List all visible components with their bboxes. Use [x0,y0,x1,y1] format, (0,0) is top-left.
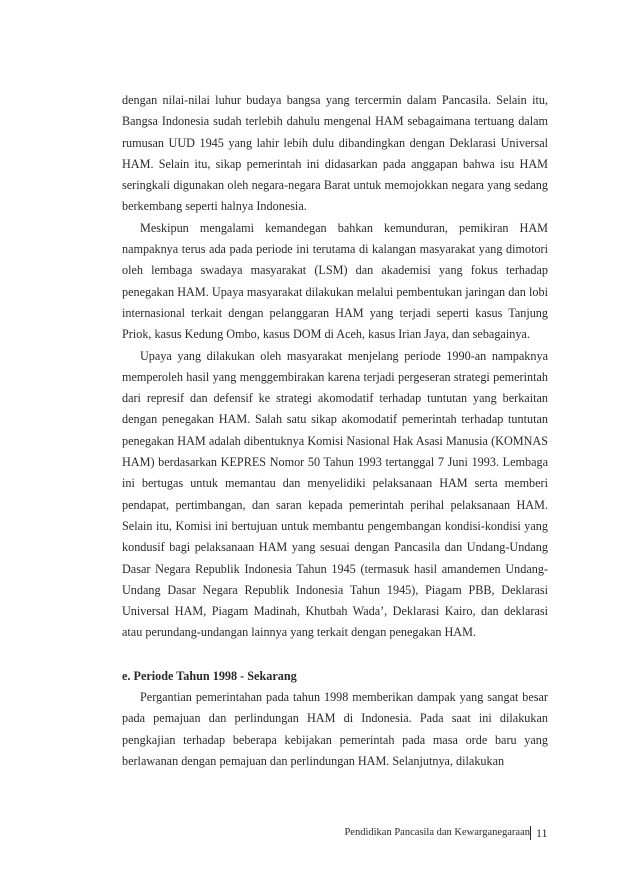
body-text [122,90,548,772]
section-spacer [122,644,548,666]
section-heading: e. Periode Tahun 1998 - Sekarang [122,668,297,683]
page-footer [0,823,638,843]
footer-divider [530,826,531,840]
page-number: 11 [536,826,548,840]
footer-book-title: Pendidikan Pancasila dan Kewarganegaraan [344,827,530,838]
paragraph-lsm: Meskipun mengalami kemandegan bahkan kemunduran, pemikiran HAM nampaknya terus ada pada periode ini terutama di kalangan masyarakat yang dimotori oleh lembaga swadaya masyarakat (LSM) dan akademisi yang fokus terhadap penegakan HAM. Upaya masyarakat dilakukan melalui pembentukan jaringan dan lobi internasional terkait dengan pelanggaran HAM yang terjadi seperti kasus Tanjung Priok, kasus Kedung Ombo, kasus DOM di Aceh, kasus Irian Jaya, dan sebagainya. [122,220,548,342]
paragraph-komnas-ham: Upaya yang dilakukan oleh masyarakat menjelang periode 1990-an nampaknya memperoleh hasil yang menggembirakan karena terjadi pergeseran strategi pemerintah dari represif dan defensif ke strategi akomodatif terhadap tuntutan yang berkaitan dengan penegakan HAM. Salah satu sikap akomodatif pemerintah terhadap tuntutan penegakan HAM adalah dibentuknya Komisi Nasional Hak Asasi Manusia (KOMNAS HAM) berdasarkan KEPRES Nomor 50 Tahun 1993 tertanggal 7 Juni 1993. Lembaga ini bertugas untuk memantau dan menyelidiki pelaksanaan HAM serta memberi pendapat, pertimbangan, dan saran kepada pemerintah perihal pelaksanaan HAM. Selain itu, Komisi ini bertujuan untuk membantu pengembangan kondisi-kondisi yang kondusif bagi pelaksanaan HAM yang sesuai dengan Pancasila dan Undang-Undang Dasar Negara Republik Indonesia Tahun 1945 (termasuk hasil amandemen Undang-Undang Dasar Negara Republik Indonesia Tahun 1945), Piagam PBB, Deklarasi Universal HAM, Piagam Madinah, Khutbah Wada’, Deklarasi Kairo, dan deklarasi atau perundang-undangan lainnya yang terkait dengan penegakan HAM. [122,348,548,640]
paragraph-continuation: dengan nilai-nilai luhur budaya bangsa yang tercermin dalam Pancasila. Selain itu, Bangsa Indonesia sudah terlebih dahulu mengenal HAM sebagaimana tertuang dalam rumusan UUD 1945 yang lahir lebih dulu dibandingkan dengan Deklarasi Universal HAM. Selain itu, sikap pemerintah ini didasarkan pada anggapan bahwa isu HAM seringkali digunakan oleh negara-negara Barat untuk memojokkan negara yang sedang berkembang seperti halnya Indonesia. [122,93,548,214]
paragraph-reformasi: Pergantian pemerintahan pada tahun 1998 memberikan dampak yang sangat besar pada pemajuan dan perlindungan HAM di Indonesia. Pada saat ini dilakukan pengkajian terhadap beberapa kebijakan pemerintah pada masa orde baru yang berlawanan dengan pemajuan dan perlindungan HAM. Selanjutnya, dilakukan [122,690,548,768]
